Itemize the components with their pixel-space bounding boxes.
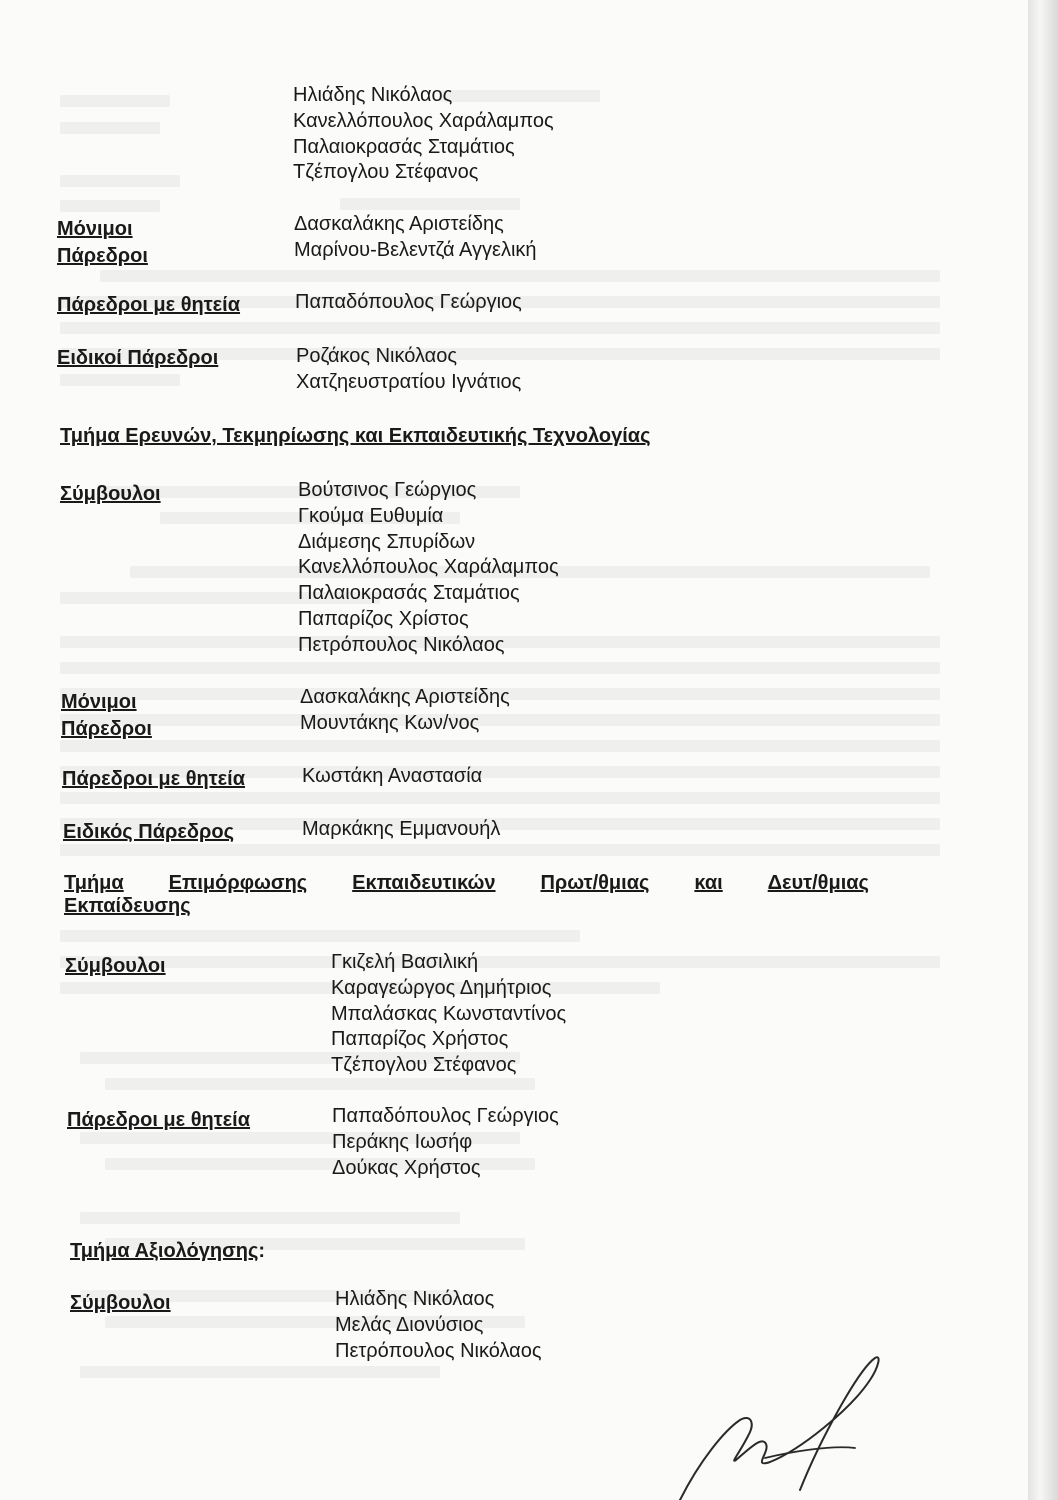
evaluation-title-text: Τμήμα Αξιολόγησης [70,1240,259,1262]
person-name: Χατζηευστρατίου Ιγνάτιος [296,370,522,393]
person-name: Ροζάκος Νικόλαος [296,345,457,367]
research-advisors-names [298,478,559,659]
person-name: Παπαδόπουλος Γεώργιος [295,291,522,313]
signature-mark [670,1340,970,1500]
label-term-associates: Πάρεδροι με θητεία [62,768,246,790]
label-term-associates: Πάρεδροι με θητεία [57,294,241,316]
person-name: Μαρίνου-Βελεντζά Αγγελική [294,238,537,261]
section-title-training [64,872,869,918]
person-name: Τζέπογλου Στέφανος [293,161,479,184]
person-name: Δούκας Χρήστος [332,1156,481,1179]
evaluation-advisors-names [335,1287,541,1364]
label-advisors: Σύμβουλοι [70,1292,171,1314]
research-permanent-names [300,685,510,737]
section-title-research: Τμήμα Ερευνών, Τεκμηρίωσης και Εκπαιδευτικής Τεχνολογίας [60,425,651,447]
person-name: Μουντάκης Κων/νος [300,711,480,734]
special-associates-names [296,344,521,396]
label-advisors: Σύμβουλοι [60,483,161,505]
label-associates: Πάρεδροι [57,245,148,267]
person-name: Δασκαλάκης Αριστείδης [300,686,510,708]
person-name: Καραγεώργος Δημήτριος [331,976,552,999]
person-name: Βούτσινος Γεώργιος [298,479,477,501]
person-name: Γκούμα Ευθυμία [298,504,444,527]
person-name: Κανελλόπουλος Χαράλαμπος [298,556,559,579]
person-name: Κανελλόπουλος Χαράλαμπος [293,109,554,132]
person-name: Μαρκάκης Εμμανουήλ [302,818,501,840]
title-word: και [694,872,723,894]
page-edge [1028,0,1058,1500]
permanent-associates-names [294,212,537,264]
person-name: Διάμεσης Σπυρίδων [298,530,476,553]
person-name: Παλαιοκρασάς Σταμάτιος [298,582,520,605]
person-name: Μελάς Διονύσιος [335,1313,484,1336]
training-advisors-names [331,950,566,1079]
label-associates: Πάρεδροι [61,718,152,740]
title-word: Εκπαιδευτικών [352,872,496,894]
label-permanent: Μόνιμοι [61,691,137,713]
title-word: Δευτ/θμιας [767,872,869,894]
section-title-evaluation [70,1240,265,1263]
person-name: Ηλιάδης Νικόλαος [335,1288,495,1310]
person-name: Περάκης Ιωσήφ [332,1130,473,1153]
person-name: Ηλιάδης Νικόλαος [293,84,453,106]
person-name: Παπαδόπουλος Γεώργιος [332,1105,559,1127]
person-name: Γκιζελή Βασιλική [331,951,479,973]
person-name: Πετρόπουλος Νικόλαος [335,1339,542,1362]
training-term-names [332,1104,559,1181]
top-names-list [293,83,554,186]
label-permanent: Μόνιμοι [57,218,133,240]
person-name: Παλαιοκρασάς Σταμάτιος [293,135,515,158]
research-special-names [302,817,500,843]
person-name: Τζέπογλου Στέφανος [331,1054,517,1077]
label-special-associates: Ειδικοί Πάρεδροι [57,347,219,369]
research-term-names [302,764,482,790]
label-advisors: Σύμβουλοι [65,955,166,977]
person-name: Δασκαλάκης Αριστείδης [294,213,504,235]
person-name: Παπαρίζος Χρήστος [331,1028,509,1051]
person-name: Παπαρίζος Χρίστος [298,607,469,630]
label-special-associate: Ειδικός Πάρεδρος [63,821,234,843]
title-word: Επιμόρφωσης [168,872,308,894]
title-line-2: Εκπαίδευσης [64,895,191,917]
title-word: Πρωτ/θμιας [540,872,650,894]
title-word: Τμήμα [64,872,124,894]
person-name: Μπαλάσκας Κωνσταντίνος [331,1002,567,1025]
person-name: Πετρόπουλος Νικόλαος [298,633,505,656]
person-name: Κωστάκη Αναστασία [302,765,483,787]
evaluation-title-colon: : [258,1240,266,1262]
label-term-associates: Πάρεδροι με θητεία [67,1109,251,1131]
term-associates-names [295,290,522,316]
